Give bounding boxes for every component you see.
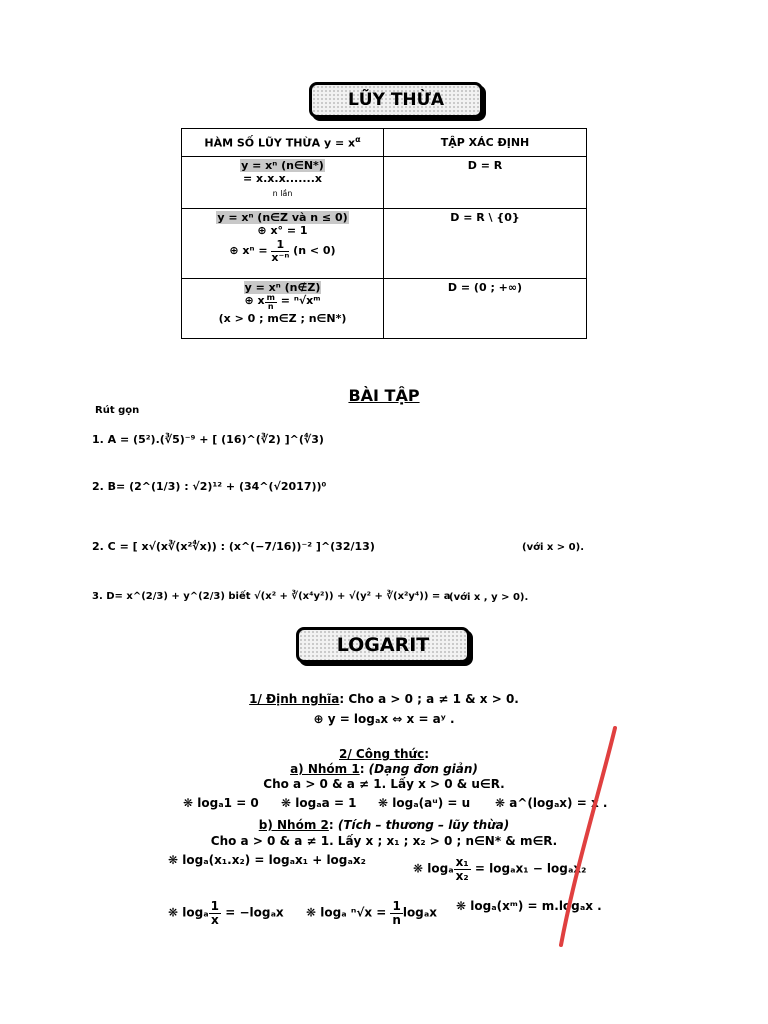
baitap-title: BÀI TẬP xyxy=(348,386,420,405)
row2-domain: D = R \ {0} xyxy=(384,209,587,279)
header-function: HÀM SỐ LŨY THỪA $y = x^\alpha$ xyxy=(182,129,384,157)
logarit-title: LOGARIT xyxy=(296,627,470,663)
red-pen-mark xyxy=(545,720,625,955)
formula-heading: 2/ Công thức: xyxy=(338,747,430,761)
table-row xyxy=(182,279,587,339)
group1-formula-1: ❋ logₐ1 = 0 xyxy=(183,796,259,810)
exercise-2: 2. B= (2^(1/3) : √2)¹² + (34^(√2017))⁰ xyxy=(92,480,327,493)
exercise-4: 3. D= x^(2/3) + y^(2/3) biết √(x² + ∛(x⁴y²)) + √(y² + ∛(x²y⁴)) = a xyxy=(92,591,451,602)
group2-formula-product: ❋ logₐ(x₁.x₂) = logₐx₁ + logₐx₂ xyxy=(168,853,366,867)
group2-formula-reciprocal: ❋ logₐ $\frac{1}{x}$ = −logₐx xyxy=(168,899,284,927)
group2-heading: b) Nhóm 2: (Tích – thương – lũy thừa) xyxy=(258,818,510,832)
row3-domain: D = (0 ; +∞) xyxy=(384,279,587,339)
definition-formula: ⊕ y = logₐx ⇔ x = aʸ . xyxy=(313,712,455,726)
group2-formula-root: ❋ logₐ ⁿ√x = $\frac{1}{n}$ logₐx xyxy=(306,899,438,927)
group1-formula-4: ❋ a^(logₐx) = x . xyxy=(495,796,608,810)
exercise-4-note: (với x , y > 0). xyxy=(449,592,529,603)
group1-condition: Cho a > 0 & a ≠ 1. Lấy x > 0 & u∈R. xyxy=(263,777,505,791)
group2-formula-power: ❋ logₐ(xᵐ) = m.logₐx . xyxy=(456,899,602,913)
row3-function: y = xⁿ (n∉Z) ⊕ x $\frac{m}{n}$ = ⁿ√xᵐ (x > 0 ; m∈Z ; n∈N*) xyxy=(182,279,384,339)
luythua-title: LŨY THỪA xyxy=(309,82,483,118)
group2-formula-quotient: ❋ logₐ $\frac{\text{x₁}}{\text{x₂}}$ = logₐx₁ − logₐx₂ xyxy=(413,855,587,883)
group1-formula-2: ❋ logₐa = 1 xyxy=(281,796,357,810)
row1-domain: D = R xyxy=(384,157,587,209)
table-row xyxy=(182,157,587,209)
group1-heading: a) Nhóm 1: (Dạng đơn giản) xyxy=(290,762,478,776)
table-row xyxy=(182,209,587,279)
row1-function: y = xⁿ (n∈N*) = x.x.x.......x n lần xyxy=(182,157,384,209)
group2-condition: Cho a > 0 & a ≠ 1. Lấy x ; x₁ ; x₂ > 0 ; n∈N* & m∈R. xyxy=(210,834,558,848)
exercise-1: 1. A = (5²).(∛5)⁻⁹ + [ (16)^(∛2) ]^(∜3) xyxy=(92,433,324,446)
exercise-3-note: (với x > 0). xyxy=(522,542,584,553)
header-domain: TẬP XÁC ĐỊNH xyxy=(384,129,587,157)
table-header-row xyxy=(182,129,587,157)
baitap-subtitle: Rút gọn xyxy=(95,405,140,416)
row2-function: y = xⁿ (n∈Z và n ≤ 0) ⊕ x° = 1 ⊕ xⁿ = $\frac{1}{\text{x⁻ⁿ}}$ (n < 0) xyxy=(182,209,384,279)
group1-formula-3: ❋ logₐ(aᵘ) = u xyxy=(378,796,471,810)
definition-line: 1/ Định nghĩa: Cho a > 0 ; a ≠ 1 & x > 0. xyxy=(249,692,519,706)
exercise-3: 2. C = [ x√(x∛(x²∜x)) : (x^(−7/16))⁻² ]^(32/13) xyxy=(92,540,375,553)
power-function-table xyxy=(181,128,587,339)
